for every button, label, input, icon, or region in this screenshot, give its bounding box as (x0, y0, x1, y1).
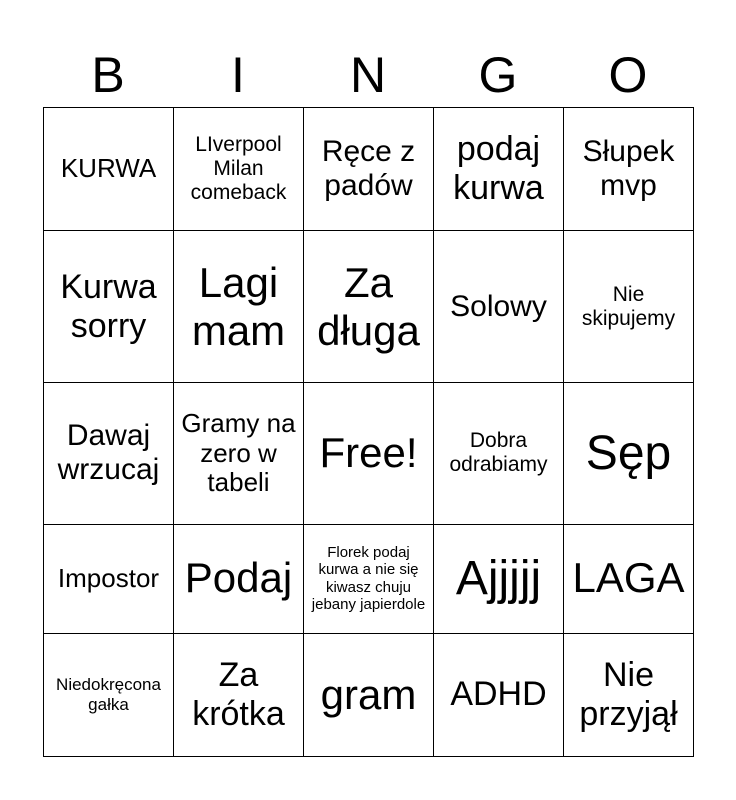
header-letter-o: O (608, 47, 648, 103)
bingo-cell[interactable]: Florek podaj kurwa a nie się kiwasz chuju jebany japierdole (304, 524, 434, 633)
bingo-cell[interactable]: Impostor (44, 524, 174, 633)
bingo-row (44, 108, 694, 231)
bingo-cell[interactable]: Gramy na zero w tabeli (174, 383, 304, 524)
bingo-cell[interactable]: ADHD (434, 633, 564, 756)
bingo-cell[interactable]: Niedokręcona gałka (44, 633, 174, 756)
bingo-grid (43, 107, 694, 757)
header-letter-b: B (91, 47, 125, 103)
bingo-row (44, 231, 694, 383)
header-letter-n: N (349, 47, 387, 103)
bingo-row (44, 524, 694, 633)
bingo-cell[interactable]: Ręce z padów (304, 108, 434, 231)
bingo-row (44, 383, 694, 524)
bingo-cell[interactable]: Dobra odrabiamy (434, 383, 564, 524)
bingo-cell[interactable]: Słupek mvp (564, 108, 694, 231)
bingo-cell[interactable]: LIverpool Milan comeback (174, 108, 304, 231)
bingo-cell[interactable]: LAGA (564, 524, 694, 633)
bingo-cell[interactable]: Nie przyjął (564, 633, 694, 756)
bingo-cell[interactable]: KURWA (44, 108, 174, 231)
bingo-cell[interactable]: Ajjjjj (434, 524, 564, 633)
header-letter-i: I (231, 47, 245, 103)
bingo-cell[interactable]: gram (304, 633, 434, 756)
bingo-header (43, 44, 693, 106)
bingo-cell[interactable]: Za długa (304, 231, 434, 383)
free-space-cell[interactable]: Free! (304, 383, 434, 524)
bingo-cell[interactable]: Solowy (434, 231, 564, 383)
bingo-row (44, 633, 694, 756)
header-letter-g: G (478, 47, 518, 103)
bingo-cell[interactable]: Nie skipujemy (564, 231, 694, 383)
bingo-cell[interactable]: podaj kurwa (434, 108, 564, 231)
bingo-cell[interactable]: Dawaj wrzucaj (44, 383, 174, 524)
bingo-cell[interactable]: Sęp (564, 383, 694, 524)
bingo-cell[interactable]: Podaj (174, 524, 304, 633)
bingo-cell[interactable]: Lagi mam (174, 231, 304, 383)
bingo-cell[interactable]: Kurwa sorry (44, 231, 174, 383)
bingo-cell[interactable]: Za krótka (174, 633, 304, 756)
